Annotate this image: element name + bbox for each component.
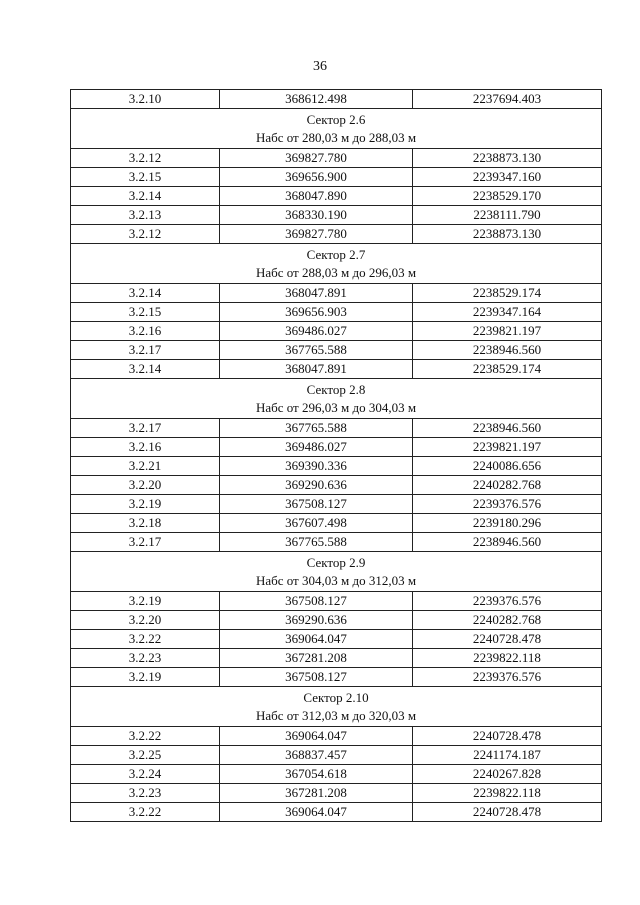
point-id-cell: 3.2.14 xyxy=(71,187,220,206)
x-coordinate-cell: 368837.457 xyxy=(220,746,413,765)
y-coordinate-cell: 2239821.197 xyxy=(413,322,602,341)
table-row xyxy=(71,668,602,687)
table-row xyxy=(71,284,602,303)
y-coordinate-cell: 2239821.197 xyxy=(413,438,602,457)
x-coordinate-cell: 367054.618 xyxy=(220,765,413,784)
y-coordinate-cell: 2238946.560 xyxy=(413,341,602,360)
y-coordinate-cell: 2239376.576 xyxy=(413,495,602,514)
point-id-cell: 3.2.17 xyxy=(71,533,220,552)
y-coordinate-cell: 2239376.576 xyxy=(413,592,602,611)
table-row xyxy=(71,495,602,514)
x-coordinate-cell: 369827.780 xyxy=(220,149,413,168)
table-row xyxy=(71,90,602,109)
point-id-cell: 3.2.19 xyxy=(71,495,220,514)
y-coordinate-cell: 2238529.174 xyxy=(413,284,602,303)
y-coordinate-cell: 2240728.478 xyxy=(413,727,602,746)
point-id-cell: 3.2.15 xyxy=(71,303,220,322)
point-id-cell: 3.2.22 xyxy=(71,803,220,822)
sector-title: Сектор 2.7 xyxy=(306,246,366,262)
point-id-cell: 3.2.18 xyxy=(71,514,220,533)
sector-title: Сектор 2.10 xyxy=(303,689,369,705)
table-row xyxy=(71,476,602,495)
table-row xyxy=(71,803,602,822)
x-coordinate-cell: 368047.891 xyxy=(220,360,413,379)
x-coordinate-cell: 369656.900 xyxy=(220,168,413,187)
x-coordinate-cell: 367281.208 xyxy=(220,784,413,803)
point-id-cell: 3.2.16 xyxy=(71,322,220,341)
y-coordinate-cell: 2238946.560 xyxy=(413,533,602,552)
table-row xyxy=(71,322,602,341)
sector-header-row xyxy=(71,552,602,592)
sector-header-cell xyxy=(71,379,602,419)
x-coordinate-cell: 367765.588 xyxy=(220,419,413,438)
sector-header-cell xyxy=(71,109,602,149)
coordinates-table xyxy=(70,89,602,822)
table-row xyxy=(71,592,602,611)
x-coordinate-cell: 369827.780 xyxy=(220,225,413,244)
table-row xyxy=(71,746,602,765)
x-coordinate-cell: 369290.636 xyxy=(220,611,413,630)
point-id-cell: 3.2.21 xyxy=(71,457,220,476)
y-coordinate-cell: 2240282.768 xyxy=(413,476,602,495)
table-row xyxy=(71,533,602,552)
x-coordinate-cell: 369064.047 xyxy=(220,630,413,649)
y-coordinate-cell: 2238873.130 xyxy=(413,225,602,244)
sector-header-cell xyxy=(71,552,602,592)
x-coordinate-cell: 369390.336 xyxy=(220,457,413,476)
point-id-cell: 3.2.20 xyxy=(71,476,220,495)
point-id-cell: 3.2.17 xyxy=(71,419,220,438)
x-coordinate-cell: 367508.127 xyxy=(220,495,413,514)
point-id-cell: 3.2.16 xyxy=(71,438,220,457)
y-coordinate-cell: 2239347.164 xyxy=(413,303,602,322)
y-coordinate-cell: 2238111.790 xyxy=(413,206,602,225)
point-id-cell: 3.2.14 xyxy=(71,284,220,303)
sector-height-range: Набс от 296,03 м до 304,03 м xyxy=(255,399,417,415)
sector-title: Сектор 2.6 xyxy=(306,111,366,127)
x-coordinate-cell: 367281.208 xyxy=(220,649,413,668)
y-coordinate-cell: 2240728.478 xyxy=(413,803,602,822)
point-id-cell: 3.2.10 xyxy=(71,90,220,109)
point-id-cell: 3.2.19 xyxy=(71,668,220,687)
point-id-cell: 3.2.23 xyxy=(71,784,220,803)
point-id-cell: 3.2.12 xyxy=(71,225,220,244)
table-row xyxy=(71,649,602,668)
x-coordinate-cell: 368612.498 xyxy=(220,90,413,109)
x-coordinate-cell: 367607.498 xyxy=(220,514,413,533)
y-coordinate-cell: 2240728.478 xyxy=(413,630,602,649)
y-coordinate-cell: 2240282.768 xyxy=(413,611,602,630)
sector-title: Сектор 2.8 xyxy=(306,381,366,397)
x-coordinate-cell: 368047.890 xyxy=(220,187,413,206)
y-coordinate-cell: 2238529.174 xyxy=(413,360,602,379)
sector-height-range: Набс от 312,03 м до 320,03 м xyxy=(255,707,417,723)
x-coordinate-cell: 367508.127 xyxy=(220,592,413,611)
y-coordinate-cell: 2237694.403 xyxy=(413,90,602,109)
x-coordinate-cell: 369064.047 xyxy=(220,727,413,746)
table-row xyxy=(71,168,602,187)
table-row xyxy=(71,765,602,784)
y-coordinate-cell: 2240086.656 xyxy=(413,457,602,476)
x-coordinate-cell: 368330.190 xyxy=(220,206,413,225)
point-id-cell: 3.2.17 xyxy=(71,341,220,360)
table-row xyxy=(71,360,602,379)
sector-height-range: Набс от 288,03 м до 296,03 м xyxy=(255,264,417,280)
point-id-cell: 3.2.14 xyxy=(71,360,220,379)
y-coordinate-cell: 2241174.187 xyxy=(413,746,602,765)
table-row xyxy=(71,187,602,206)
y-coordinate-cell: 2238529.170 xyxy=(413,187,602,206)
table-row xyxy=(71,225,602,244)
x-coordinate-cell: 369486.027 xyxy=(220,438,413,457)
y-coordinate-cell: 2238873.130 xyxy=(413,149,602,168)
point-id-cell: 3.2.13 xyxy=(71,206,220,225)
sector-header-cell xyxy=(71,244,602,284)
point-id-cell: 3.2.22 xyxy=(71,630,220,649)
table-row xyxy=(71,630,602,649)
point-id-cell: 3.2.25 xyxy=(71,746,220,765)
y-coordinate-cell: 2239822.118 xyxy=(413,649,602,668)
x-coordinate-cell: 369064.047 xyxy=(220,803,413,822)
y-coordinate-cell: 2240267.828 xyxy=(413,765,602,784)
point-id-cell: 3.2.19 xyxy=(71,592,220,611)
sector-header-cell xyxy=(71,687,602,727)
sector-title: Сектор 2.9 xyxy=(306,554,366,570)
table-row xyxy=(71,149,602,168)
point-id-cell: 3.2.22 xyxy=(71,727,220,746)
sector-height-range: Набс от 280,03 м до 288,03 м xyxy=(255,129,417,145)
x-coordinate-cell: 367765.588 xyxy=(220,341,413,360)
table-row xyxy=(71,784,602,803)
table-row xyxy=(71,611,602,630)
sector-header-row xyxy=(71,687,602,727)
y-coordinate-cell: 2239180.296 xyxy=(413,514,602,533)
table-row xyxy=(71,303,602,322)
table-row xyxy=(71,457,602,476)
sector-header-row xyxy=(71,244,602,284)
point-id-cell: 3.2.20 xyxy=(71,611,220,630)
x-coordinate-cell: 367765.588 xyxy=(220,533,413,552)
table-row xyxy=(71,419,602,438)
table-row xyxy=(71,438,602,457)
y-coordinate-cell: 2239376.576 xyxy=(413,668,602,687)
x-coordinate-cell: 368047.891 xyxy=(220,284,413,303)
y-coordinate-cell: 2239822.118 xyxy=(413,784,602,803)
x-coordinate-cell: 369486.027 xyxy=(220,322,413,341)
table-row xyxy=(71,341,602,360)
sector-header-row xyxy=(71,379,602,419)
x-coordinate-cell: 369656.903 xyxy=(220,303,413,322)
point-id-cell: 3.2.12 xyxy=(71,149,220,168)
table-row xyxy=(71,206,602,225)
sector-height-range: Набс от 304,03 м до 312,03 м xyxy=(255,572,417,588)
point-id-cell: 3.2.24 xyxy=(71,765,220,784)
x-coordinate-cell: 369290.636 xyxy=(220,476,413,495)
coordinates-table-body xyxy=(71,90,602,822)
table-row xyxy=(71,514,602,533)
y-coordinate-cell: 2239347.160 xyxy=(413,168,602,187)
point-id-cell: 3.2.23 xyxy=(71,649,220,668)
x-coordinate-cell: 367508.127 xyxy=(220,668,413,687)
table-row xyxy=(71,727,602,746)
page-number: 36 xyxy=(313,59,327,74)
y-coordinate-cell: 2238946.560 xyxy=(413,419,602,438)
sector-header-row xyxy=(71,109,602,149)
point-id-cell: 3.2.15 xyxy=(71,168,220,187)
